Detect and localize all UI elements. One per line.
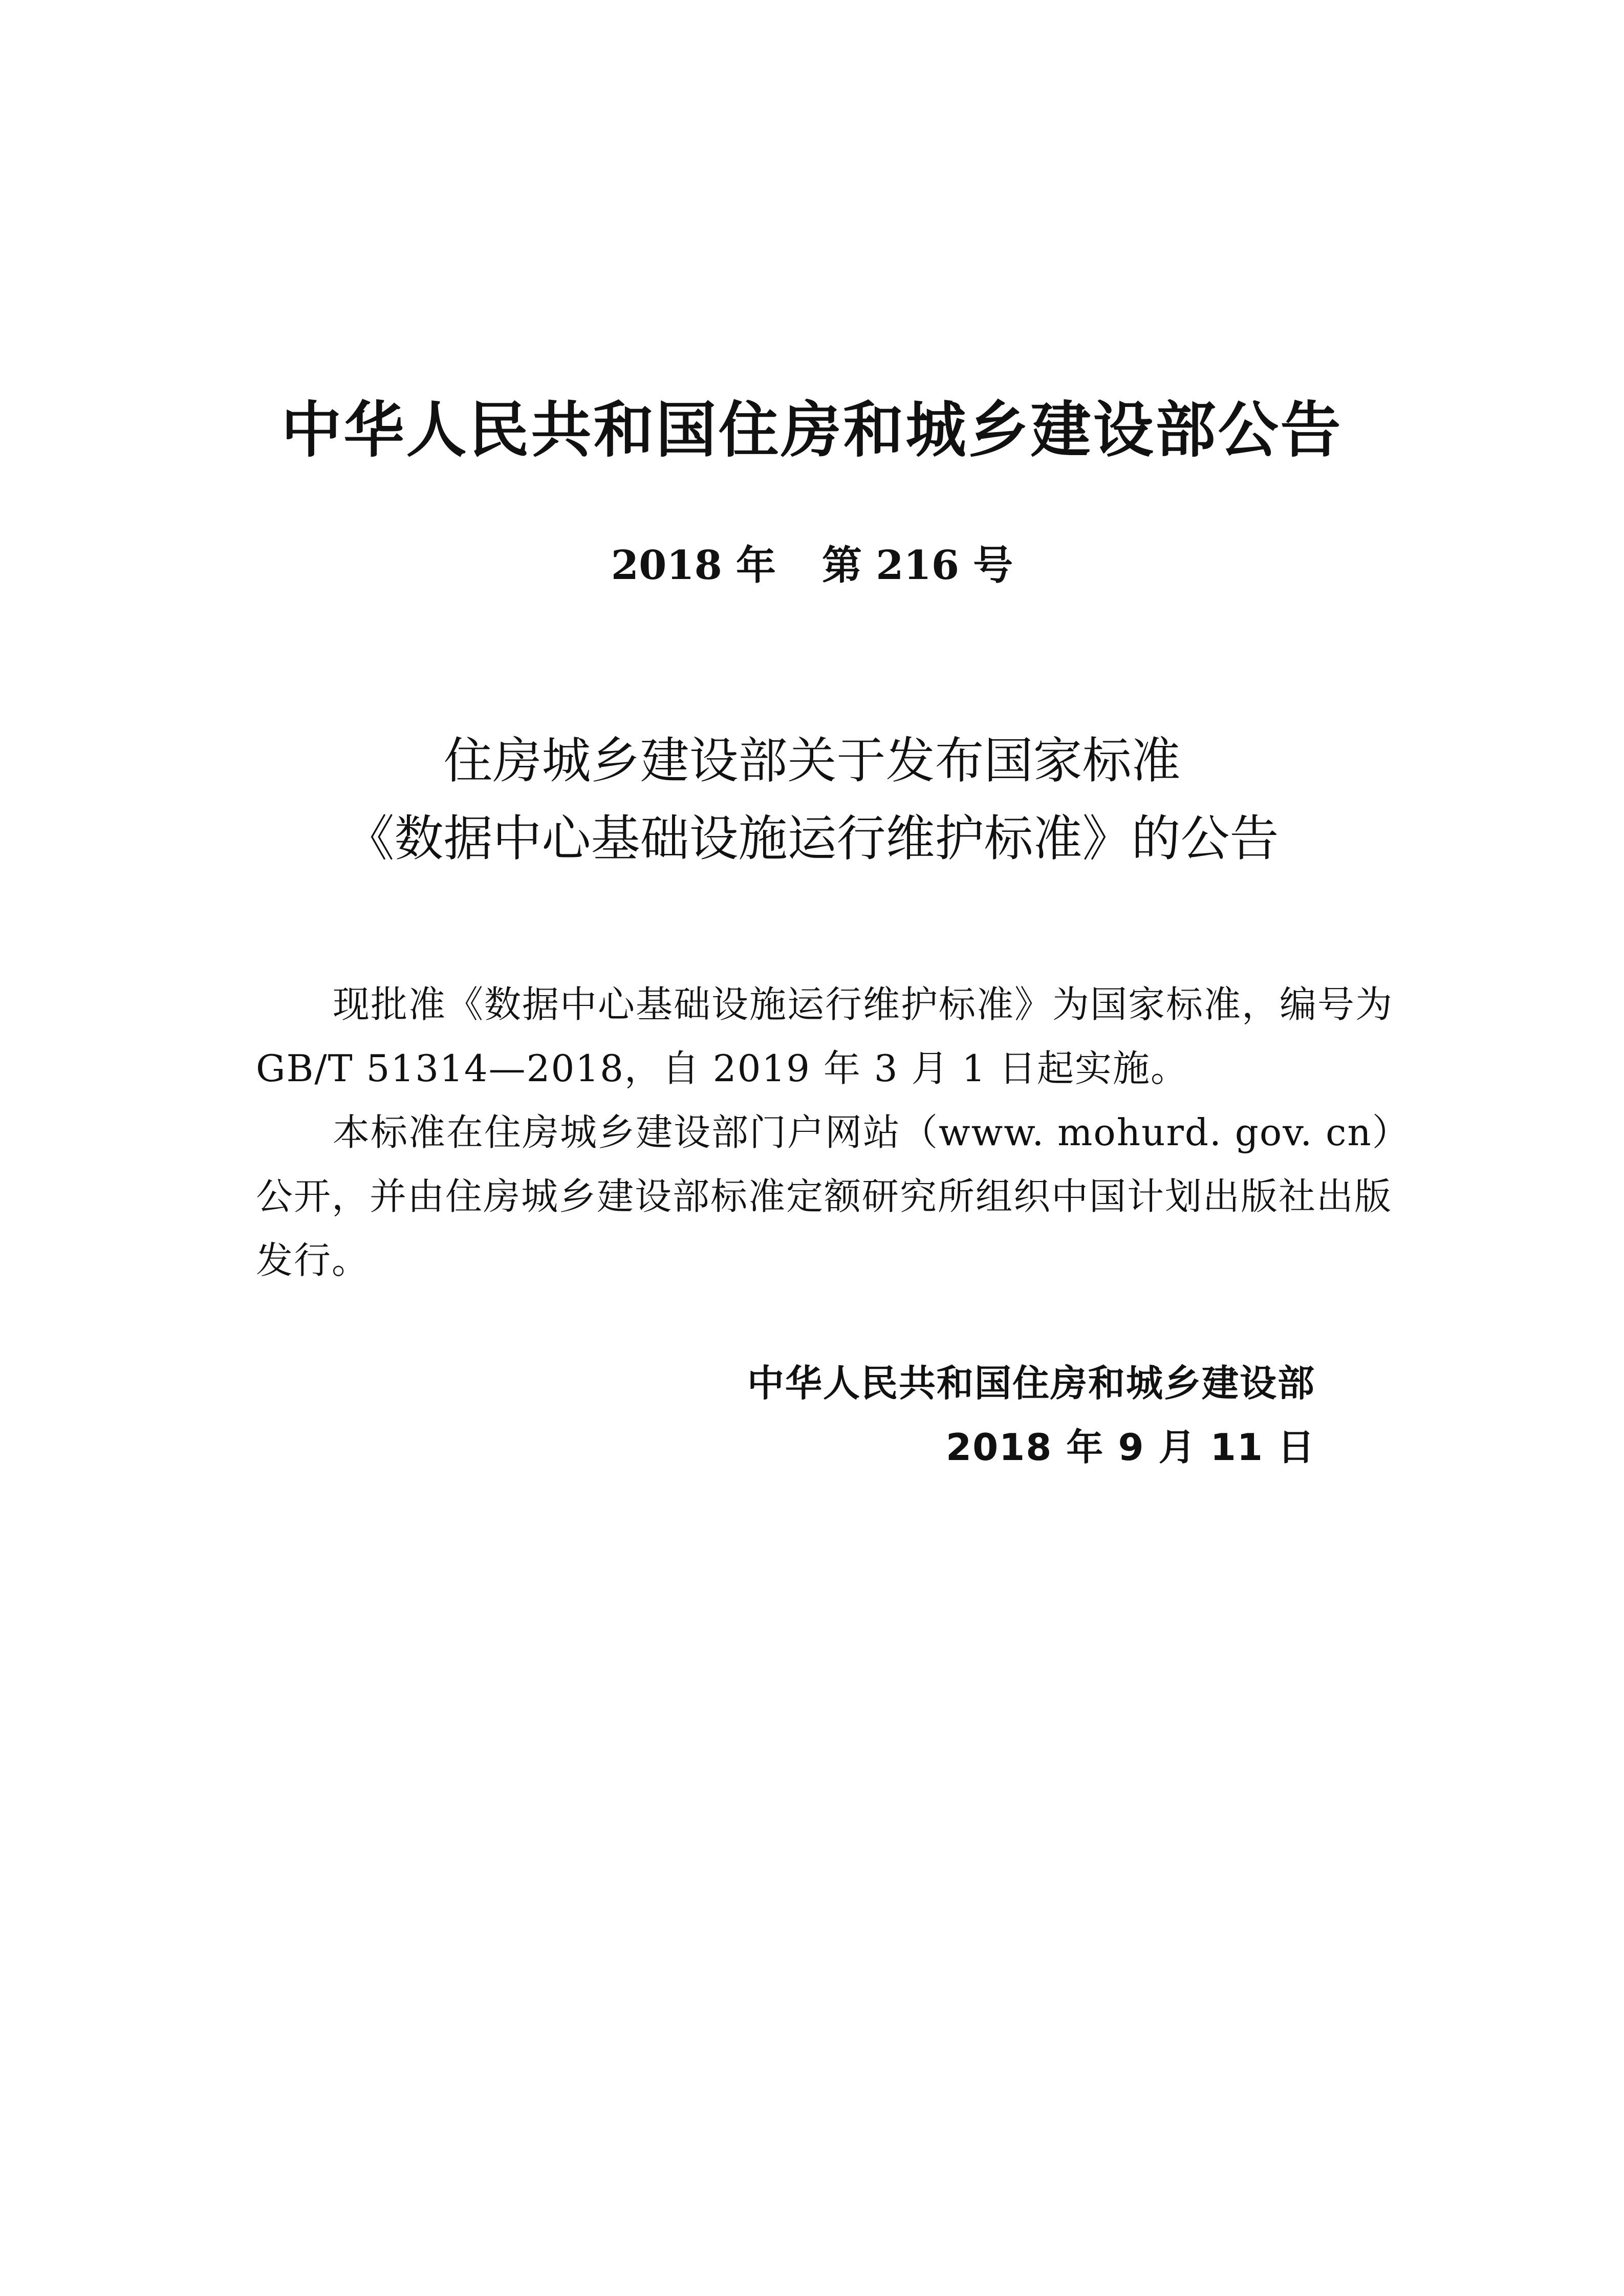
body-paragraph-publication: 本标准在住房城乡建设部门户网站（www. mohurd. gov. cn）公开，并由住房城乡建设部标准定额研究所组织中国计划出版社出版发行。 xyxy=(256,1111,1393,1282)
ministry-announcement-title: 中华人民共和国住房和城乡建设部公告 xyxy=(281,395,1343,465)
signature-block xyxy=(614,1351,1315,1479)
notice-title-line-2: 《数据中心基础设施运行维护标准》的公告 xyxy=(345,810,1279,867)
notice-title-line-1: 住房城乡建设部关于发布国家标准 xyxy=(443,732,1181,789)
notice-body xyxy=(256,973,1408,1293)
issue-year: 2018 年 xyxy=(611,542,776,589)
notice-title xyxy=(0,722,1624,877)
body-paragraph-approval: 现批准《数据中心基础设施运行维护标准》为国家标准，编号为 GB/T 51314—2018，自 2019 年 3 月 1 日起实施。 xyxy=(256,983,1394,1090)
issue-number-line xyxy=(0,540,1624,591)
issue-date: 2018 年 9 月 11 日 xyxy=(945,1426,1315,1469)
issue-number: 第 216 号 xyxy=(822,542,1013,589)
issuer-name: 中华人民共和国住房和城乡建设部 xyxy=(747,1362,1315,1405)
